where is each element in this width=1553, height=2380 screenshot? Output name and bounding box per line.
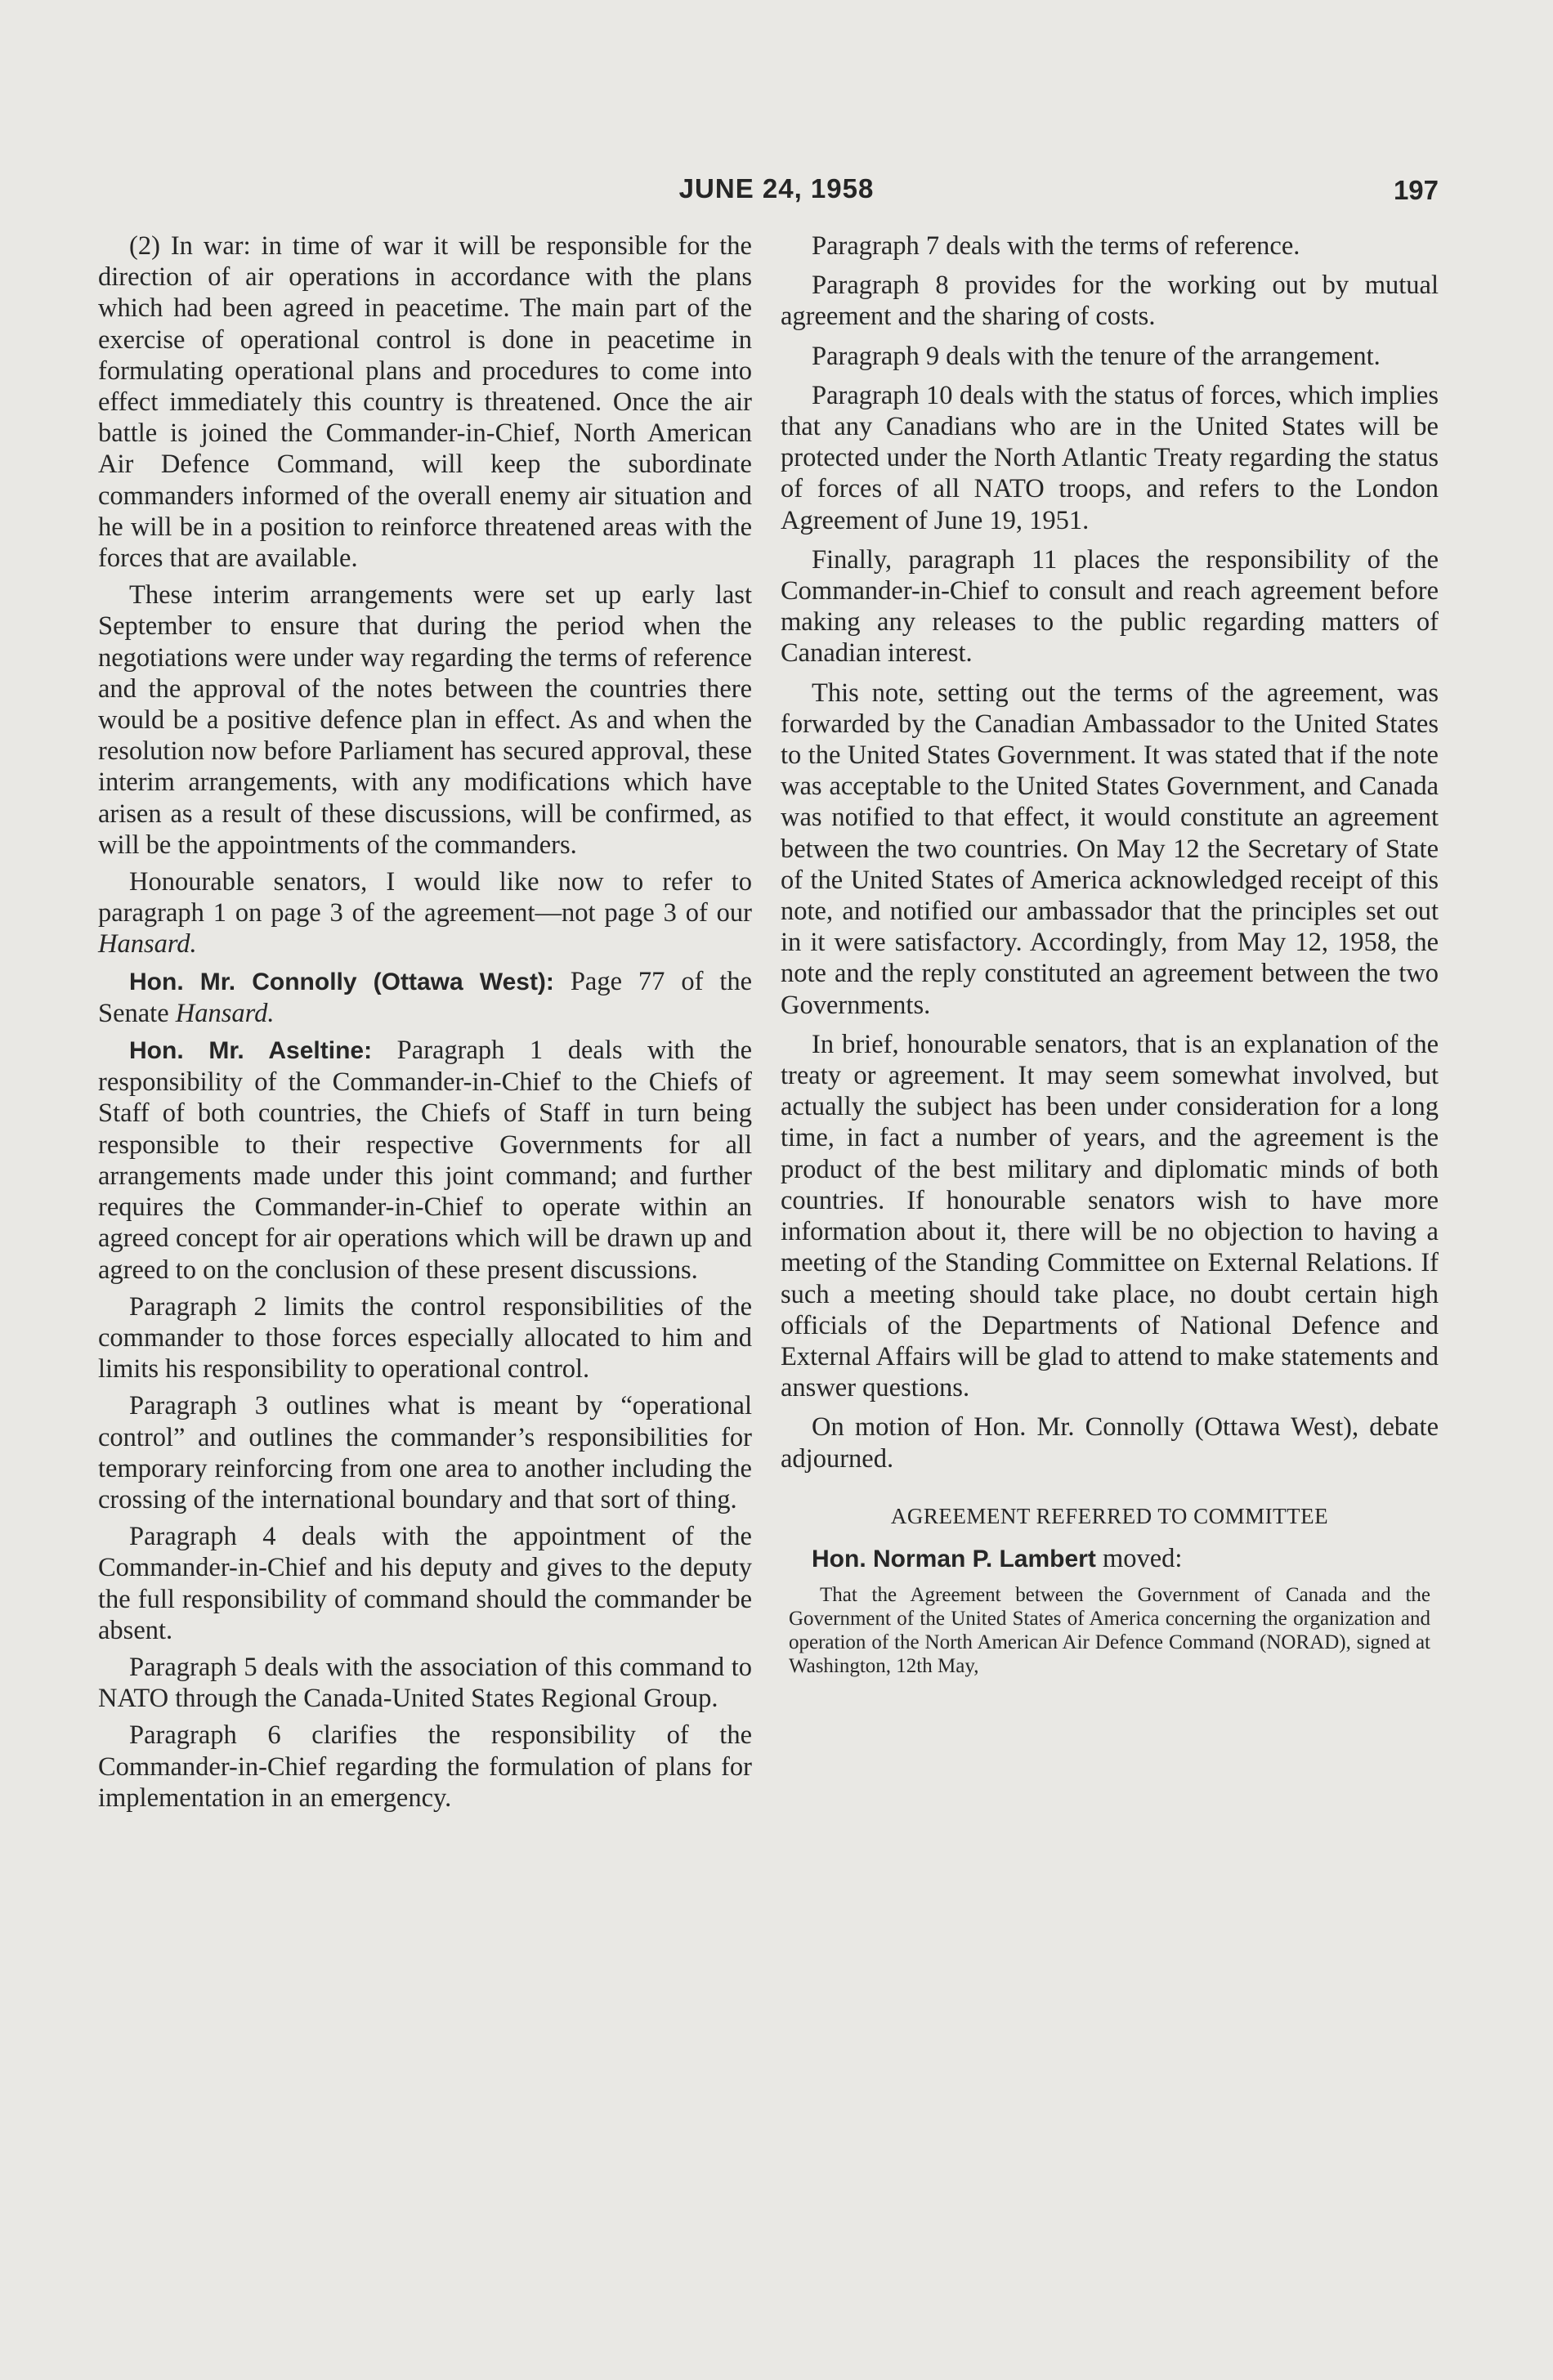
page-number: 197 (1393, 175, 1439, 205)
italic-text: Hansard. (175, 998, 275, 1028)
paragraph: (2) In war: in time of war it will be responsible for the direction of air operations in accordance with the plans which had been agreed in peacetime. The main part of the exercise of operational control is done in peacetime in formulating operational plans and procedures to come into effect immediately this country is threatened. Once the air battle is joined the Commander-in-Chief, North American Air Defence Command, will keep the subordinate commanders informed of the overall enemy air situation and he will be in a position to reinforce threatened areas with the forces that are available. (98, 231, 752, 574)
speaker-name: Hon. Mr. Aseltine: (129, 1037, 373, 1065)
paragraph-text: Page 77 of the Senate (98, 966, 753, 1028)
speaker-paragraph (781, 1543, 1439, 1575)
paragraph: Paragraph 6 clarifies the responsibility of the Commander-in-Chief regarding the formulation of plans for implementation in an emergency. (98, 1720, 752, 1813)
paragraph-text: moved: (1102, 1543, 1183, 1573)
paragraph: Finally, paragraph 11 places the responsibility of the Commander-in-Chief to consult and reach agreement before making any releases to the public regarding matters of Canadian interest. (781, 544, 1439, 669)
paragraph: Paragraph 10 deals with the status of forces, which implies that any Canadians who are in the United States will be protected under the North Atlantic Treaty regarding the status of forces of all NATO troops, and refers to the London Agreement of June 19, 1951. (781, 380, 1439, 535)
paragraph: Paragraph 4 deals with the appointment of the Commander-in-Chief and his deputy and gives to the deputy the full responsibility of command should the commander be absent. (98, 1522, 752, 1645)
paragraph: Paragraph 8 provides for the working out by mutual agreement and the sharing of costs. (781, 271, 1439, 332)
paragraph: Paragraph 2 limits the control responsibilities of the commander to those forces especially allocated to him and limits his responsibility to operational control. (98, 1291, 752, 1385)
paragraph: Paragraph 5 deals with the association of this command to NATO through the Canada-United States Regional Group. (98, 1652, 752, 1714)
paragraph: These interim arrangements were set up early last September to ensure that during the period when the negotiations were under way regarding the terms of reference and the approval of the notes between the countries there would be a positive defence plan in effect. As and when the resolution now before Parliament has secured approval, these interim arrangements, with any modifications which have arisen as a result of these discussions, will be confirmed, as will be the appointments of the commanders. (98, 580, 752, 860)
left-column (98, 230, 752, 1819)
motion-quote: That the Agreement between the Government of Canada and the Government of the United States of America concerning the organization and operation of the North American Air Defence Command (NORAD), signed at Washington, 12th May, (789, 1584, 1430, 1678)
speaker-name: Hon. Mr. Connolly (Ottawa West): (129, 968, 554, 995)
running-header-date: JUNE 24, 1958 (678, 173, 875, 204)
speaker-paragraph (98, 1035, 752, 1286)
speaker-name: Hon. Norman P. Lambert (812, 1545, 1096, 1572)
paragraph (98, 866, 752, 960)
right-column (781, 230, 1439, 1686)
paragraph: This note, setting out the terms of the agreement, was forwarded by the Canadian Ambassador to the United States to the United States Government. It was stated that if the note was acceptable to the United States Government, and Canada was notified to that effect, it would constitute an agreement between the two countries. On May 12 the Secretary of State of the United States of America acknowledged receipt of this note, and notified our ambassador that the principles set out in it were satisfactory. Accordingly, from May 12, 1958, the note and the reply constituted an agreement between the two Governments. (781, 678, 1439, 1020)
speaker-paragraph (98, 966, 752, 1029)
paragraph: Paragraph 3 outlines what is meant by “operational control” and outlines the commander’s responsibilities for temporary reinforcing from one area to another including the crossing of the international boundary and that sort of thing. (98, 1391, 752, 1514)
paragraph-text: Honourable senators, I would like now to refer to paragraph 1 on page 3 of the agreement—not page 3 of our (98, 867, 752, 928)
section-heading: AGREEMENT REFERRED TO COMMITTEE (890, 1503, 1329, 1528)
paragraph: Paragraph 9 deals with the tenure of the arrangement. (812, 341, 1381, 371)
paragraph: Paragraph 7 deals with the terms of reference. (812, 231, 1300, 261)
paragraph: On motion of Hon. Mr. Connolly (Ottawa West), debate adjourned. (781, 1412, 1439, 1474)
paragraph: In brief, honourable senators, that is an explanation of the treaty or agreement. It may seem somewhat involved, but actually the subject has been under consideration for a long time, in fact a number of years, and the agreement is the product of the best military and diplomatic minds of both countries. If honourable senators wish to have more information about it, there will be no objection to having a meeting of the Standing Committee on External Relations. If such a meeting should take place, no doubt certain high officials of the Departments of National Defence and External Affairs will be glad to attend to make statements and answer questions. (781, 1029, 1439, 1403)
italic-text: Hansard. (98, 929, 197, 960)
paragraph-text: Paragraph 1 deals with the responsibility of the Commander-in-Chief to the Chiefs of Staff of both countries, the Chiefs of Staff in turn being responsible to their respective Governments for all arrangements made under this joint command; and further requires the Commander-in-Chief to operate within an agreed concept for air operations which will be drawn up and agreed to on the conclusion of these present discussions. (98, 1036, 753, 1285)
